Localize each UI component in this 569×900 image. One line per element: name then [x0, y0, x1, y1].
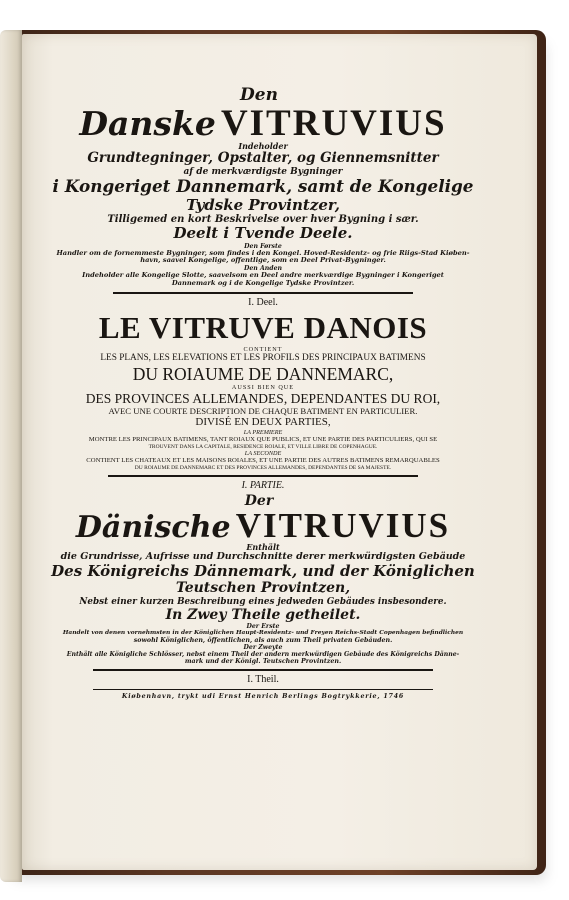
french-seconde-text2: DU ROIAUME DE DANNEMARC ET DES PROVINCES ALLEMANDES, DEPENDANTES DE SA MAJESTE. [134, 464, 392, 471]
french-section [48, 310, 478, 492]
danish-line4: Tydske Provintzer, [186, 195, 340, 214]
german-title-b: VITRUVIUS [235, 505, 451, 545]
french-line5: AVEC UNE COURTE DESCRIPTION DE CHAQUE BATIMENT EN PARTICULIER. [108, 406, 418, 417]
german-line2: Des Königreichs Dännemark, und der Königlichen [51, 562, 475, 581]
danish-deel: I. Deel. [248, 296, 278, 308]
danish-line2: af de merkværdigste Bygninger [183, 166, 343, 177]
french-line4: DES PROVINCES ALLEMANDES, DEPENDANTES DU ROI, [85, 390, 441, 406]
french-line1: LES PLANS, LES ELEVATIONS ET LES PROFILS DES PRINCIPAUX BATIMENS [100, 352, 426, 363]
german-line3: Teutschen Provintzen, [175, 580, 351, 597]
german-zweyte: Der Zweyte [243, 643, 283, 651]
german-line5: In Zwey Theile getheilet. [165, 606, 361, 623]
german-erste-text2: sowohl Königlichen, öffentlichen, als auch zum Theil privaten Gebäuden. [133, 636, 393, 644]
french-seconde: LA SECONDE [244, 450, 282, 458]
imprint-divider [93, 689, 433, 691]
danish-anden: Den Anden [243, 265, 283, 273]
danish-title-a: Danske [79, 103, 216, 143]
french-contient: CONTIENT [243, 345, 283, 353]
german-erste-text1: Handelt von denen vornehmsten in der Königlichen Haupt-Residentz- und Freyen Reichs-Stadt Copenhagen befindlichen [62, 628, 464, 636]
german-title [48, 506, 478, 546]
german-der: Der [244, 492, 274, 509]
french-line6: DIVISÉ EN DEUX PARTIES, [195, 416, 331, 429]
imprint: Kiøbenhavn, trykt udi Ernst Henrich Berlings Bogtrykkerie, 1746 [121, 693, 405, 701]
danish-title-b: VITRUVIUS [220, 102, 447, 144]
title-page-text [48, 86, 478, 701]
french-premiere-text2: TROUVENT DANS LA CAPITALE, RESIDENCE ROIALE, ET VILLE LIBRE DE COPENHAGUE. [148, 443, 378, 450]
french-seconde-text1: CONTIENT LES CHATEAUX ET LES MAISONS ROIALES, ET UNE PARTIE DES AUTRES BATIMENS REMARQUABLES [86, 457, 440, 465]
french-line2: DU ROIAUME DE DANNEMARC, [132, 363, 394, 384]
french-line3: AUSSI BIEN QUE [231, 383, 295, 391]
french-premiere-text1: MONTRE LES PRINCIPAUX BATIMENS, TANT ROIAUX QUE PUBLICS, ET UNE PARTIE DES PARTICULIERS, QUI SE [88, 436, 438, 444]
danish-forste: Den Første [244, 242, 282, 250]
german-zweyte-text2: mark und der Königl. Teutschen Provintzen. [184, 658, 342, 666]
french-partie: I. PARTIE. [241, 480, 285, 492]
french-divider [108, 475, 418, 477]
german-line4: Nebst einer kurzen Beschreibung eines jedweden Gebäudes insbesondere. [79, 596, 447, 607]
german-divider [93, 669, 433, 671]
french-title: LE VITRUVE DANOIS [98, 310, 428, 346]
danish-anden-text1: Indeholder alle Kongelige Slotte, saavelsom en Deel andre merkværdige Bygninger i Kongeriget [82, 271, 444, 280]
danish-line6: Deelt i Tvende Deele. [173, 224, 353, 243]
german-erste: Der Erste [246, 622, 280, 630]
danish-den: Den [240, 85, 278, 105]
french-premiere: LA PREMIERE [243, 428, 283, 436]
german-title-a: Dänische [75, 509, 231, 545]
danish-divider [113, 292, 413, 294]
german-zweyte-text1: Enthält alle Königliche Schlösser, nebst einem Theil der andern merkwürdigen Gebäude des Königreichs Dänne- [66, 650, 460, 658]
german-line1: die Grundrisse, Aufrisse und Durchschnitte derer merkwürdigsten Gebäude [60, 551, 466, 563]
german-theil: I. Theil. [247, 674, 279, 686]
danish-anden-text2: Dannemark og i de Kongelige Tydske Provintzer. [171, 278, 355, 287]
danish-forste-text2: havn, saavel Kongelige, offentlige, som en Deel Privat-Bygninger. [140, 256, 386, 265]
german-section [48, 493, 478, 686]
danish-indeholder: Indeholder [238, 141, 288, 152]
book-spine [0, 30, 22, 882]
danish-line1: Grundtegninger, Opstalter, og Giennemsnitter [87, 150, 439, 167]
danish-line5: Tilligemed en kort Beskrivelse over hver Bygning i sær. [107, 213, 419, 225]
danish-section [48, 86, 478, 308]
danish-title [48, 103, 478, 146]
german-enthalt: Enthält [246, 542, 280, 553]
danish-forste-text1: Handler om de fornemmeste Bygninger, som findes i den Kongel. Hoved-Residentz- og frie Riigs-Stad Kiøben- [56, 248, 470, 257]
danish-line3: i Kongeriget Dannemark, samt de Kongelige [52, 176, 474, 197]
